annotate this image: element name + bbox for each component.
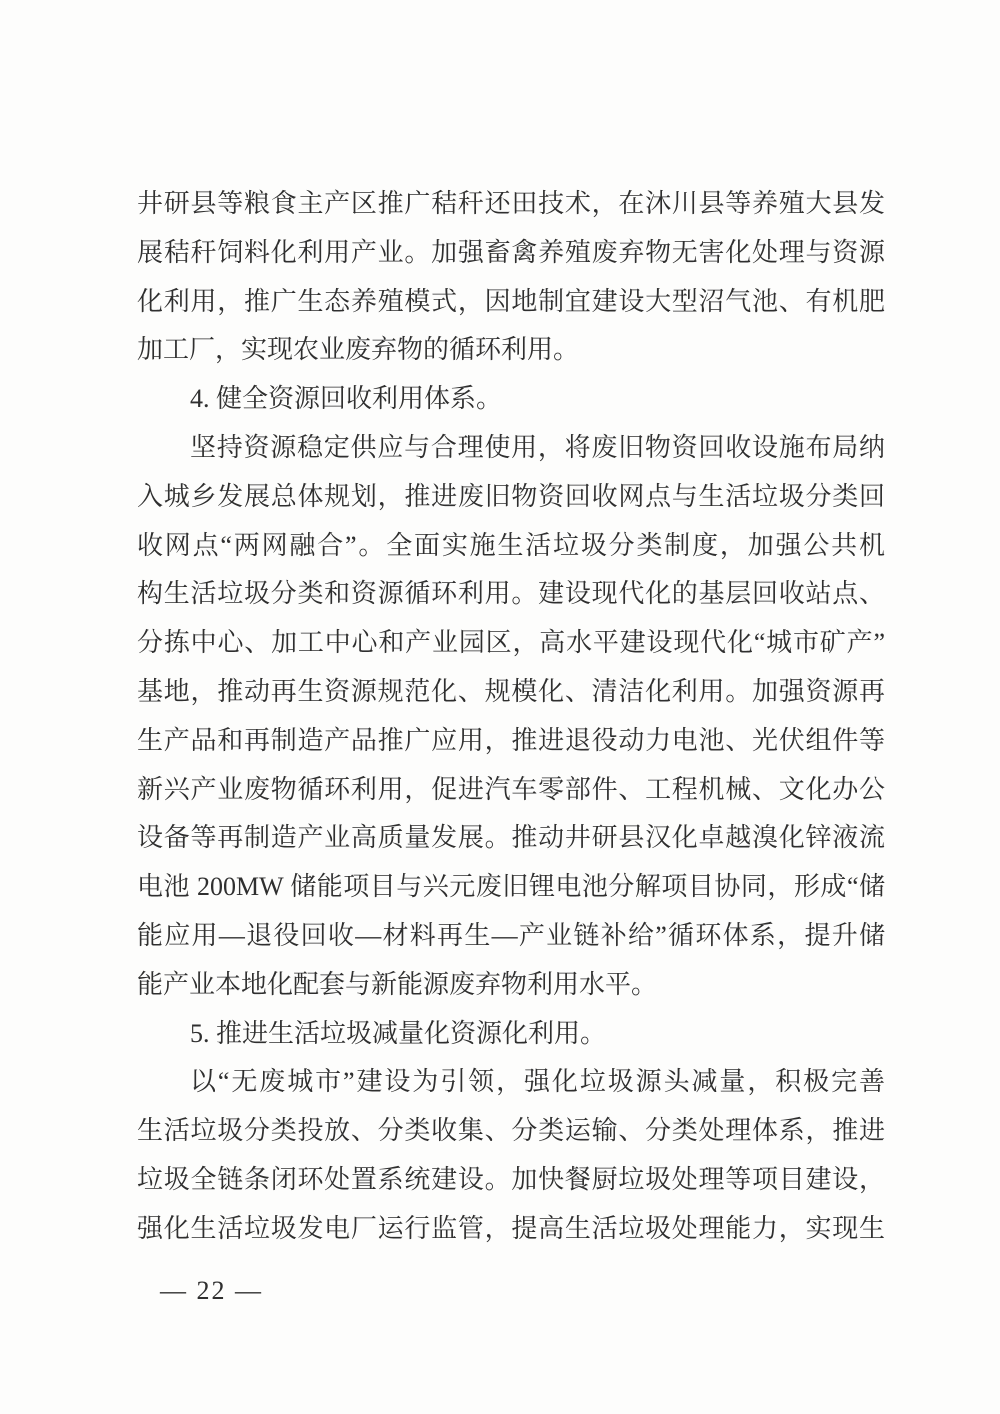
text-line: 入城乡发展总体规划，推进废旧物资回收网点与生活垃圾分类回 bbox=[137, 481, 885, 511]
text-line: 生活垃圾分类投放、分类收集、分类运输、分类处理体系，推进 bbox=[137, 1116, 885, 1146]
text-line: 强化生活垃圾发电厂运行监管，提高生活垃圾处理能力，实现生 bbox=[137, 1213, 885, 1243]
text-line: 生产品和再制造产品推广应用，推进退役动力电池、光伏组件等 bbox=[137, 725, 885, 755]
text-line: 加工厂，实现农业废弃物的循环利用。 bbox=[137, 335, 580, 365]
page-number: — 22 — bbox=[160, 1276, 263, 1305]
document-body bbox=[137, 180, 885, 1254]
section-heading-4: 4. 健全资源回收利用体系。 bbox=[190, 384, 503, 414]
text-line: 能产业本地化配套与新能源废弃物利用水平。 bbox=[137, 969, 658, 999]
text-line: 分拣中心、加工中心和产业园区，高水平建设现代化“城市矿产” bbox=[137, 628, 885, 658]
text-line: 收网点“两网融合”。全面实施生活垃圾分类制度，加强公共机 bbox=[137, 530, 885, 560]
section-heading-5: 5. 推进生活垃圾减量化资源化利用。 bbox=[190, 1018, 607, 1048]
text-line: 能应用—退役回收—材料再生—产业链补给”循环体系，提升储 bbox=[137, 920, 885, 950]
text-line: 设备等再制造产业高质量发展。推动井研县汉化卓越溴化锌液流 bbox=[137, 823, 885, 853]
text-line: 垃圾全链条闭环处置系统建设。加快餐厨垃圾处理等项目建设， bbox=[137, 1164, 885, 1194]
text-line: 构生活垃圾分类和资源循环利用。建设现代化的基层回收站点、 bbox=[137, 579, 885, 609]
text-line: 电池 200MW 储能项目与兴元废旧锂电池分解项目协同，形成“储 bbox=[137, 872, 885, 902]
text-line: 新兴产业废物循环利用，促进汽车零部件、工程机械、文化办公 bbox=[137, 774, 885, 804]
text-line: 基地，推动再生资源规范化、规模化、清洁化利用。加强资源再 bbox=[137, 676, 885, 706]
text-line: 展秸秆饲料化利用产业。加强畜禽养殖废弃物无害化处理与资源 bbox=[137, 237, 885, 267]
text-line: 井研县等粮食主产区推广秸秆还田技术，在沐川县等养殖大县发 bbox=[137, 189, 885, 218]
text-line: 化利用，推广生态养殖模式，因地制宜建设大型沼气池、有机肥 bbox=[137, 286, 885, 316]
text-line: 坚持资源稳定供应与合理使用，将废旧物资回收设施布局纳 bbox=[190, 432, 885, 462]
text-line: 以“无废城市”建设为引领，强化垃圾源头减量，积极完善 bbox=[190, 1067, 885, 1097]
